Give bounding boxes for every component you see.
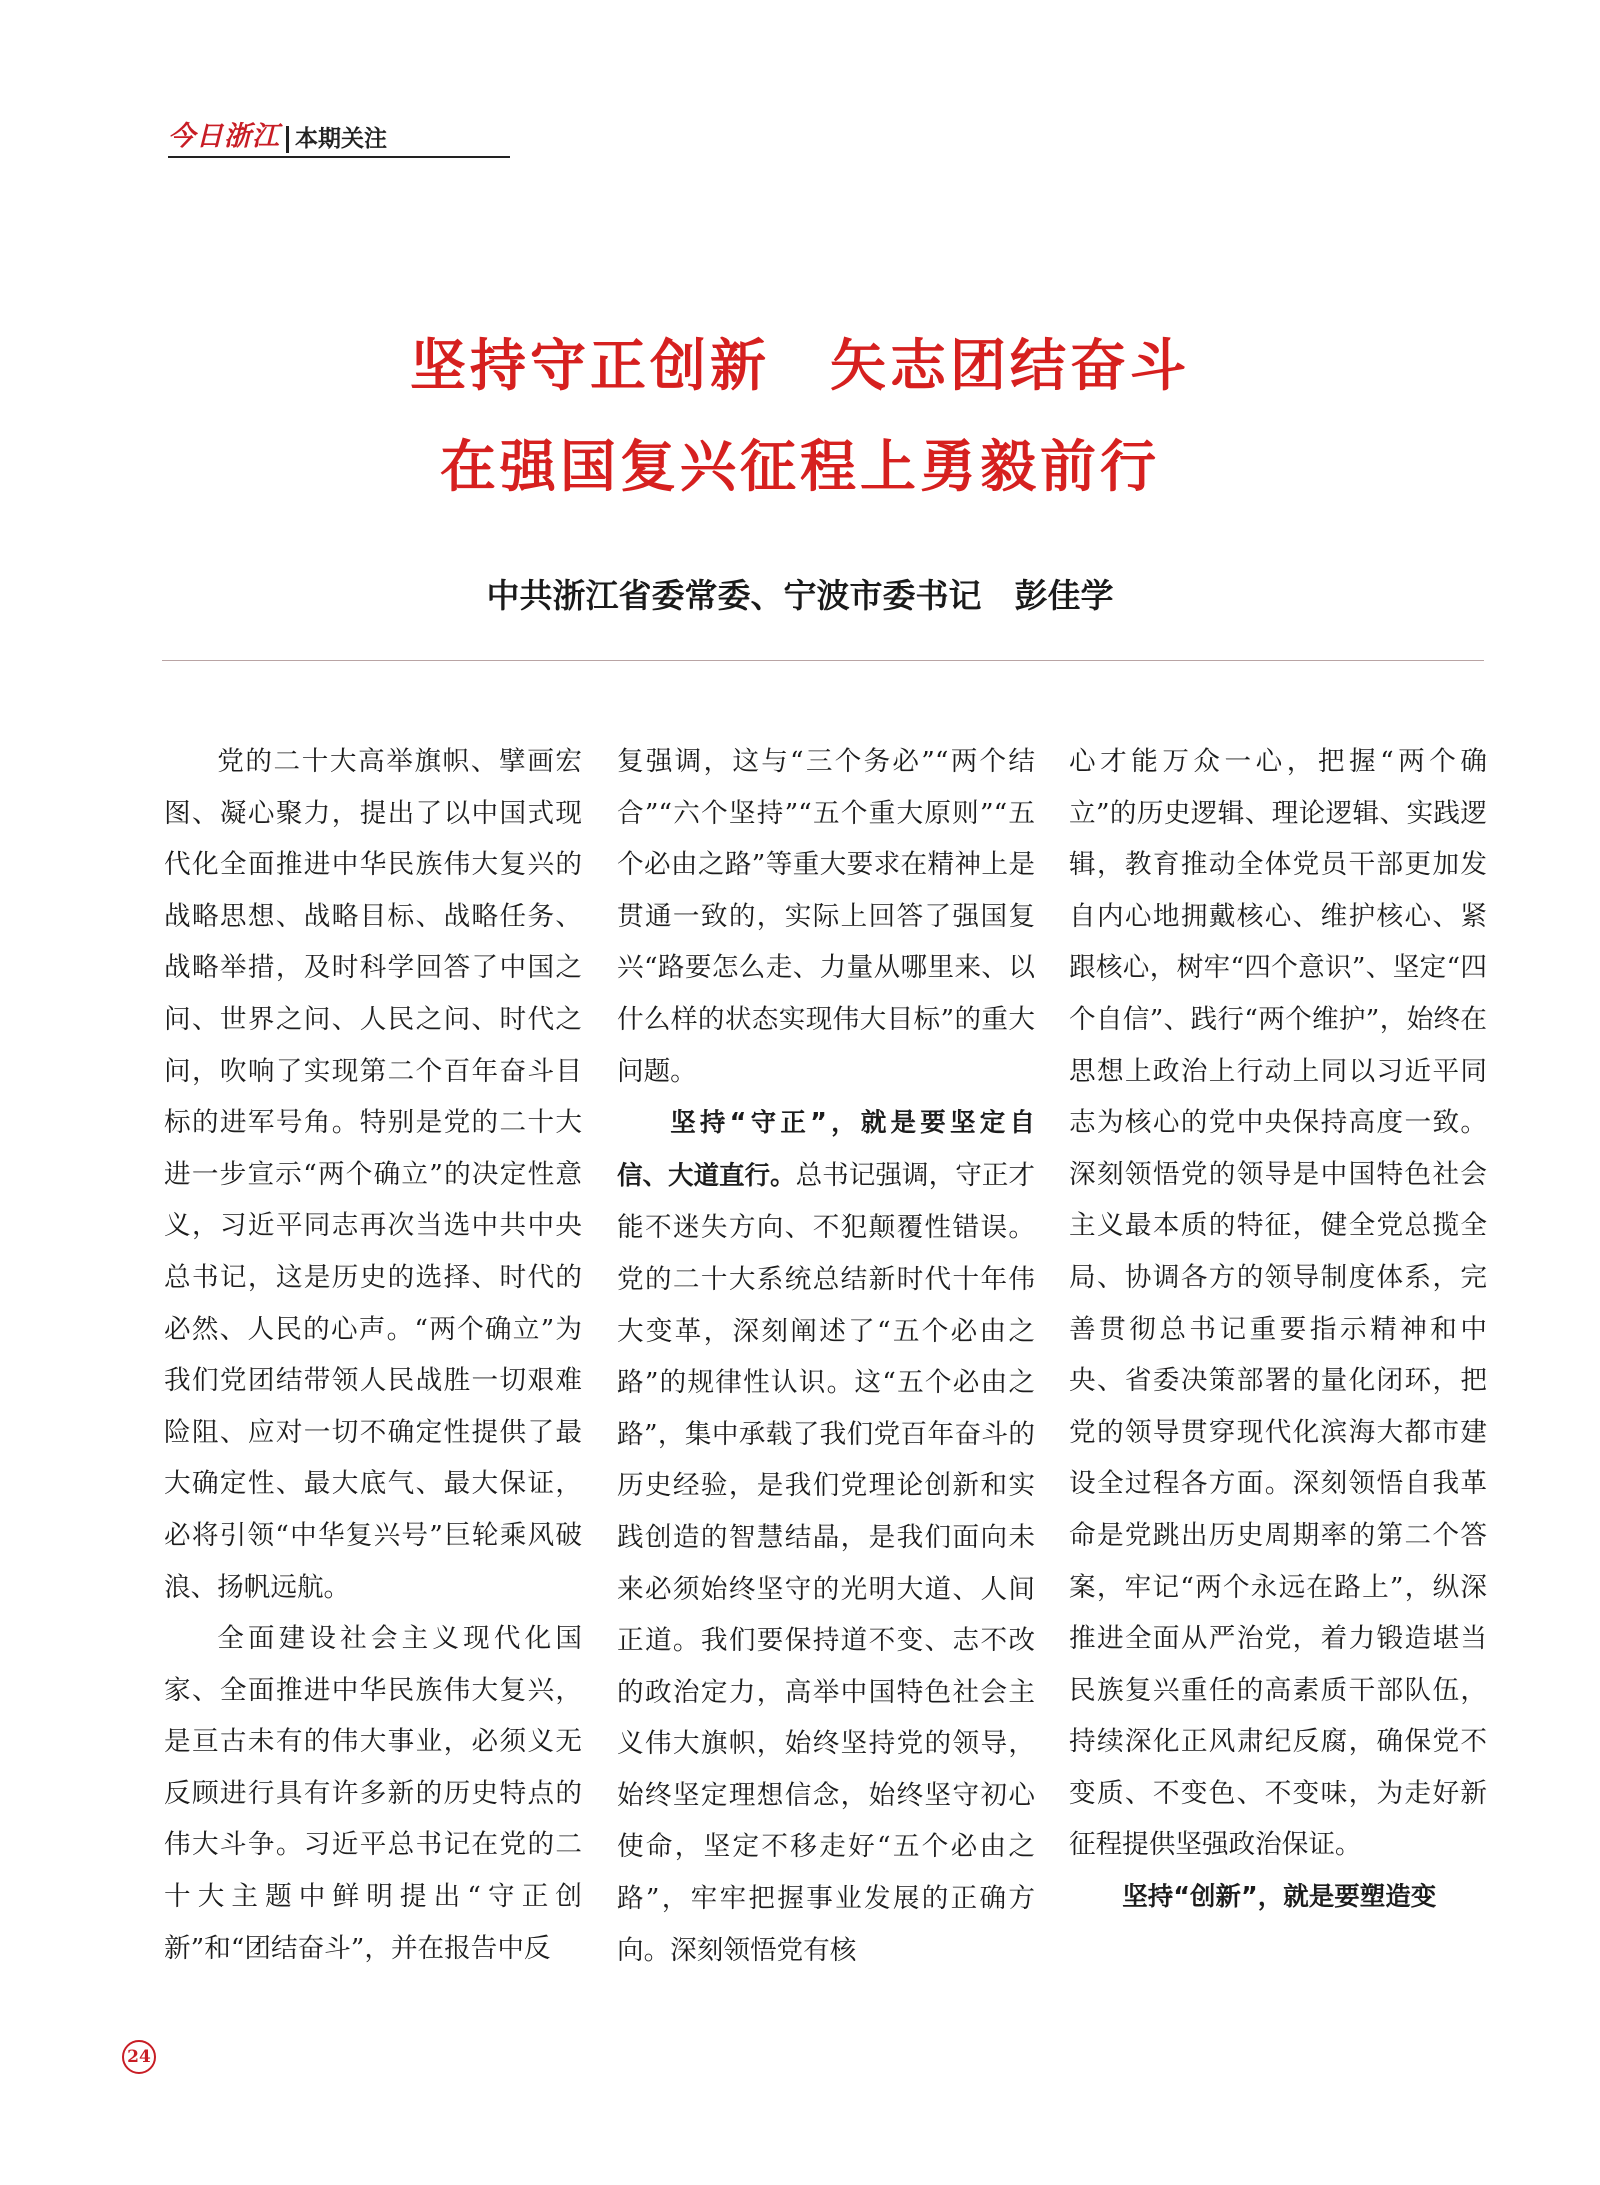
article-title-line1: 坚持守正创新 矢志团结奋斗	[410, 334, 1190, 399]
page-number: 24	[122, 2040, 156, 2074]
paragraph: 全面建设社会主义现代化国家、全面推进中华民族伟大复兴，是亘古未有的伟大事业，必须义无反顾进行具有许多新的历史特点的伟大斗争。习近平总书记在党的二十大主题中鲜明提出“守正创新”和“团结奋斗”，并在报告中反	[164, 1623, 582, 1964]
header-divider	[162, 660, 1484, 661]
section-label: 本期关注	[295, 126, 387, 152]
brand-logo: 今日浙江	[168, 121, 280, 152]
paragraph-body: 总书记强调，守正才能不迷失方向、不犯颠覆性错误。党的二十大系统总结新时代十年伟大变革，深刻阐述了“五个必由之路”的规律性认识。这“五个必由之路”，集中承载了我们党百年奋斗的历史经验，是我们党理论创新和实践创造的智慧结晶，是我们面向未来必须始终坚守的光明大道、人间正道。我们要保持道不变、志不改的政治定力，高举中国特色社会主义伟大旗帜，始终坚持党的领导，始终坚定理想信念，始终坚守初心使命，坚定不移走好“五个必由之路”，牢牢把握事业发展的正确方向。深刻领悟党有核	[617, 1159, 1035, 1966]
masthead	[168, 122, 510, 158]
text-column-1	[164, 736, 582, 1976]
text-column-2	[617, 736, 1035, 1976]
paragraph: 党的二十大高举旗帜、擘画宏图、凝心聚力，提出了以中国式现代化全面推进中华民族伟大复兴的战略思想、战略目标、战略任务、战略举措，及时科学回答了中国之问、世界之问、人民之问、时代之问，吹响了实现第二个百年奋斗目标的进军号角。特别是党的二十大进一步宣示“两个确立”的决定性意义，习近平同志再次当选中共中央总书记，这是历史的选择、时代的必然、人民的心声。“两个确立”为我们党团结带领人民战胜一切艰难险阻、应对一切不确定性提供了最大确定性、最大底气、最大保证，必将引领“中华复兴号”巨轮乘风破浪、扬帆远航。	[164, 746, 582, 1603]
paragraph-lead: 坚持“创新”，就是要塑造变	[1122, 1882, 1437, 1913]
paragraph	[1069, 1871, 1487, 1924]
masthead-separator	[286, 126, 289, 153]
paragraph-continued: 心才能万众一心，把握“两个确立”的历史逻辑、理论逻辑、实践逻辑，教育推动全体党员干部更加发自内心地拥戴核心、维护核心、紧跟核心，树牢“四个意识”、坚定“四个自信”、践行“两个维护”，始终在思想上政治上行动上同以习近平同志为核心的党中央保持高度一致。深刻领悟党的领导是中国特色社会主义最本质的特征，健全党总揽全局、协调各方的领导制度体系，完善贯彻总书记重要指示精神和中央、省委决策部署的量化闭环，把党的领导贯穿现代化滨海大都市建设全过程各方面。深刻领悟自我革命是党跳出历史周期率的第二个答案，牢记“两个永远在路上”，纵深推进全面从严治党，着力锻造堪当民族复兴重任的高素质干部队伍，持续深化正风肃纪反腐，确保党不变质、不变色、不变味，为走好新征程提供坚强政治保证。	[1069, 746, 1487, 1861]
article-title-line2: 在强国复兴征程上勇毅前行	[440, 435, 1160, 500]
author-byline: 中共浙江省委常委、宁波市委书记 彭佳学	[486, 576, 1114, 615]
paragraph	[617, 1097, 1035, 1976]
text-column-3	[1069, 736, 1487, 1976]
paragraph-lead: 坚持“守正”，就是要坚定自信、大道直行。	[617, 1108, 1035, 1191]
paragraph-continued: 复强调，这与“三个务必”“两个结合”“六个坚持”“五个重大原则”“五个必由之路”等重大要求在精神上是贯通一致的，实际上回答了强国复兴“路要怎么走、力量从哪里来、以什么样的状态实现伟大目标”的重大问题。	[617, 746, 1035, 1087]
